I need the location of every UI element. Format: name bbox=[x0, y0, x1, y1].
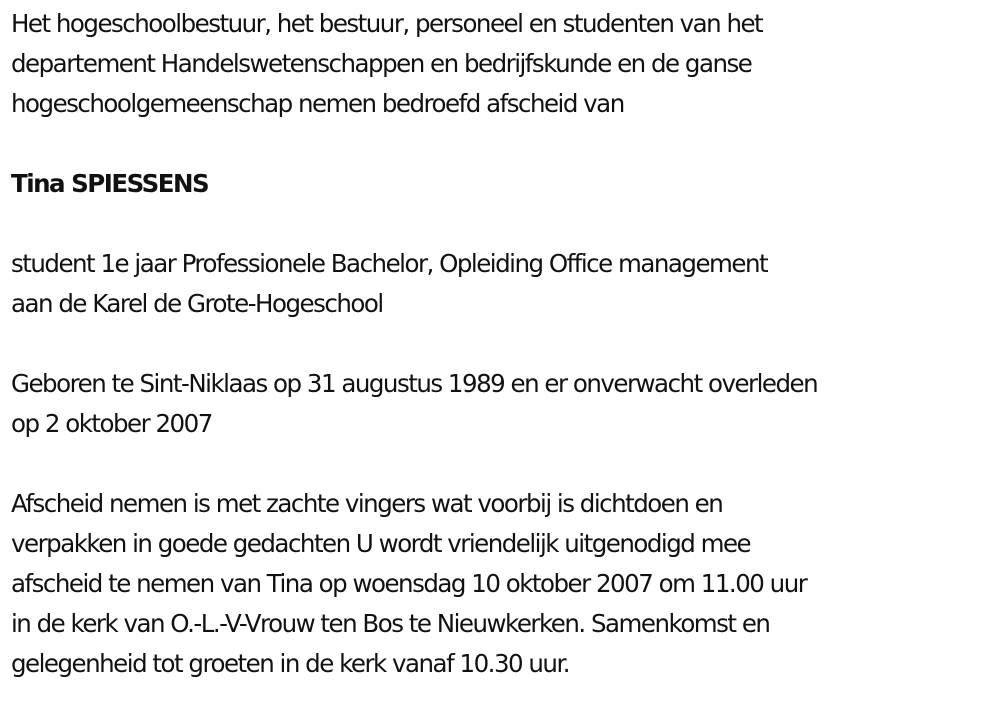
farewell-line: afscheid te nemen van Tina op woensdag 10 oktober 2007 om 11.00 uur bbox=[11, 569, 807, 598]
farewell-paragraph bbox=[11, 484, 990, 684]
intro-line: Het hogeschoolbestuur, het bestuur, personeel en studenten van het bbox=[11, 9, 763, 38]
farewell-line: Afscheid nemen is met zachte vingers wat voorbij is dichtdoen en bbox=[11, 489, 723, 518]
birth-death-paragraph bbox=[11, 364, 990, 444]
role-line: student 1e jaar Professionele Bachelor, Opleiding Office management bbox=[11, 249, 768, 278]
intro-line: hogeschoolgemeenschap nemen bedroefd afscheid van bbox=[11, 89, 624, 118]
intro-paragraph bbox=[11, 4, 990, 124]
farewell-line: in de kerk van O.-L.-V-Vrouw ten Bos te Nieuwkerken. Samenkomst en bbox=[11, 609, 770, 638]
farewell-line: verpakken in goede gedachten U wordt vriendelijk uitgenodigd mee bbox=[11, 529, 751, 558]
farewell-line: gelegenheid tot groeten in de kerk vanaf 10.30 uur. bbox=[11, 649, 570, 678]
birth-death-line: Geboren te Sint-Niklaas op 31 augustus 1989 en er onverwacht overleden bbox=[11, 369, 818, 398]
deceased-name: Tina SPIESSENS bbox=[11, 169, 209, 198]
role-paragraph bbox=[11, 244, 990, 324]
intro-line: departement Handelswetenschappen en bedrijfskunde en de ganse bbox=[11, 49, 752, 78]
birth-death-line: op 2 oktober 2007 bbox=[11, 409, 212, 438]
role-line: aan de Karel de Grote-Hogeschool bbox=[11, 289, 383, 318]
deceased-name-paragraph bbox=[11, 164, 990, 204]
